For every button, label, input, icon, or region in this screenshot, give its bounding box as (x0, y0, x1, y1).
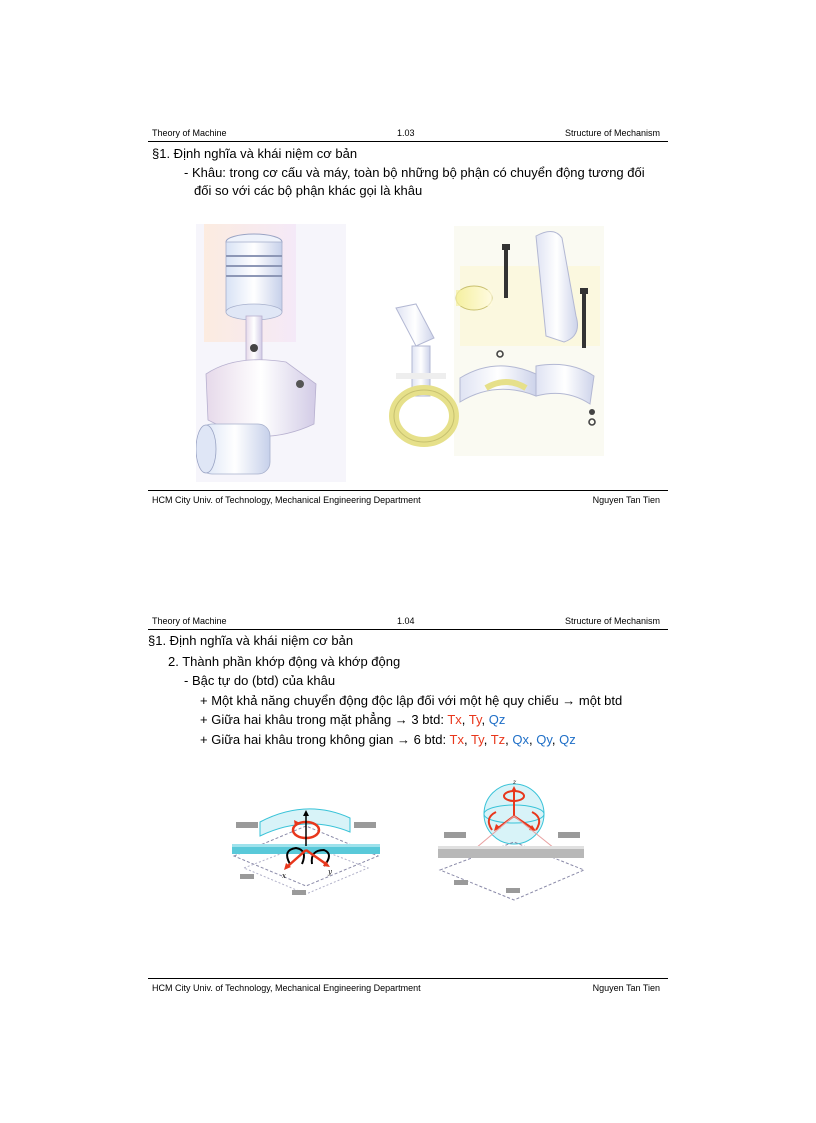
footer-author: Nguyen Tan Tien (592, 983, 660, 993)
term-ty: Ty (470, 732, 484, 747)
section-title: §1. Định nghĩa và khái niệm cơ bản (152, 146, 358, 161)
planar-dof-diagram (230, 794, 382, 912)
connecting-rod-illustration (386, 226, 606, 456)
dof-heading: - Bậc tự do (btd) của khâu (184, 673, 336, 688)
header-rule (148, 141, 668, 142)
spatial-dof-diagram (436, 776, 586, 904)
term-qz: Qz (488, 712, 506, 727)
slide-footer (148, 495, 668, 507)
footer-institution: HCM City Univ. of Technology, Mechanical Engineering Department (152, 983, 421, 993)
slide-header (148, 616, 668, 628)
header-chapter: Structure of Mechanism (564, 128, 660, 138)
header-chapter: Structure of Mechanism (564, 616, 660, 626)
footer-institution: HCM City Univ. of Technology, Mechanical Engineering Department (152, 495, 421, 505)
svg-text:z: z (513, 779, 517, 786)
term-qx: Qx (512, 732, 530, 747)
svg-text:x: x (282, 872, 286, 880)
term-tz: Tz (490, 732, 506, 747)
header-rule (148, 629, 668, 630)
svg-text:y: y (328, 868, 332, 876)
footer-rule (148, 978, 668, 979)
section-title: §1. Định nghĩa và khái niệm cơ bản (148, 633, 354, 648)
term-qz: Qz (559, 732, 576, 747)
slide-2 (148, 616, 668, 996)
slide-footer (148, 983, 668, 995)
header-course: Theory of Machine (152, 616, 227, 626)
header-page-number: 1.04 (397, 616, 415, 626)
header-page-number: 1.03 (397, 128, 415, 138)
slide-1 (148, 128, 668, 508)
definition-line-2: đối so với các bộ phận khác gọi là khâu (194, 183, 423, 198)
definition-line-1: - Khâu: trong cơ cấu và máy, toàn bộ những bộ phận có chuyển động tương đối (184, 165, 645, 180)
planar-dof-line: + Giữa hai khâu trong mặt phẳng → 3 btd: Tx, Ty, Qz (200, 712, 506, 727)
term-tx: Tx (449, 732, 464, 747)
header-course: Theory of Machine (152, 128, 227, 138)
footer-author: Nguyen Tan Tien (592, 495, 660, 505)
term-qy: Qy (536, 732, 552, 747)
spatial-dof-text: + Giữa hai khâu trong không gian → 6 btd: (200, 732, 450, 747)
planar-dof-text: + Giữa hai khâu trong mặt phẳng → 3 btd: (200, 712, 448, 727)
term-tx: Tx (447, 712, 462, 727)
spatial-dof-line: + Giữa hai khâu trong không gian → 6 btd: Tx, Ty, Tz, Qx, Qy, Qz (200, 732, 576, 747)
piston-crank-illustration (196, 224, 346, 482)
dof-definition: + Một khả năng chuyển động độc lập đối với một hệ quy chiếu → một btd (200, 693, 623, 708)
subsection-title: 2. Thành phần khớp động và khớp động (168, 654, 401, 669)
slide-header (148, 128, 668, 140)
term-ty: Ty (468, 712, 482, 727)
footer-rule (148, 490, 668, 491)
